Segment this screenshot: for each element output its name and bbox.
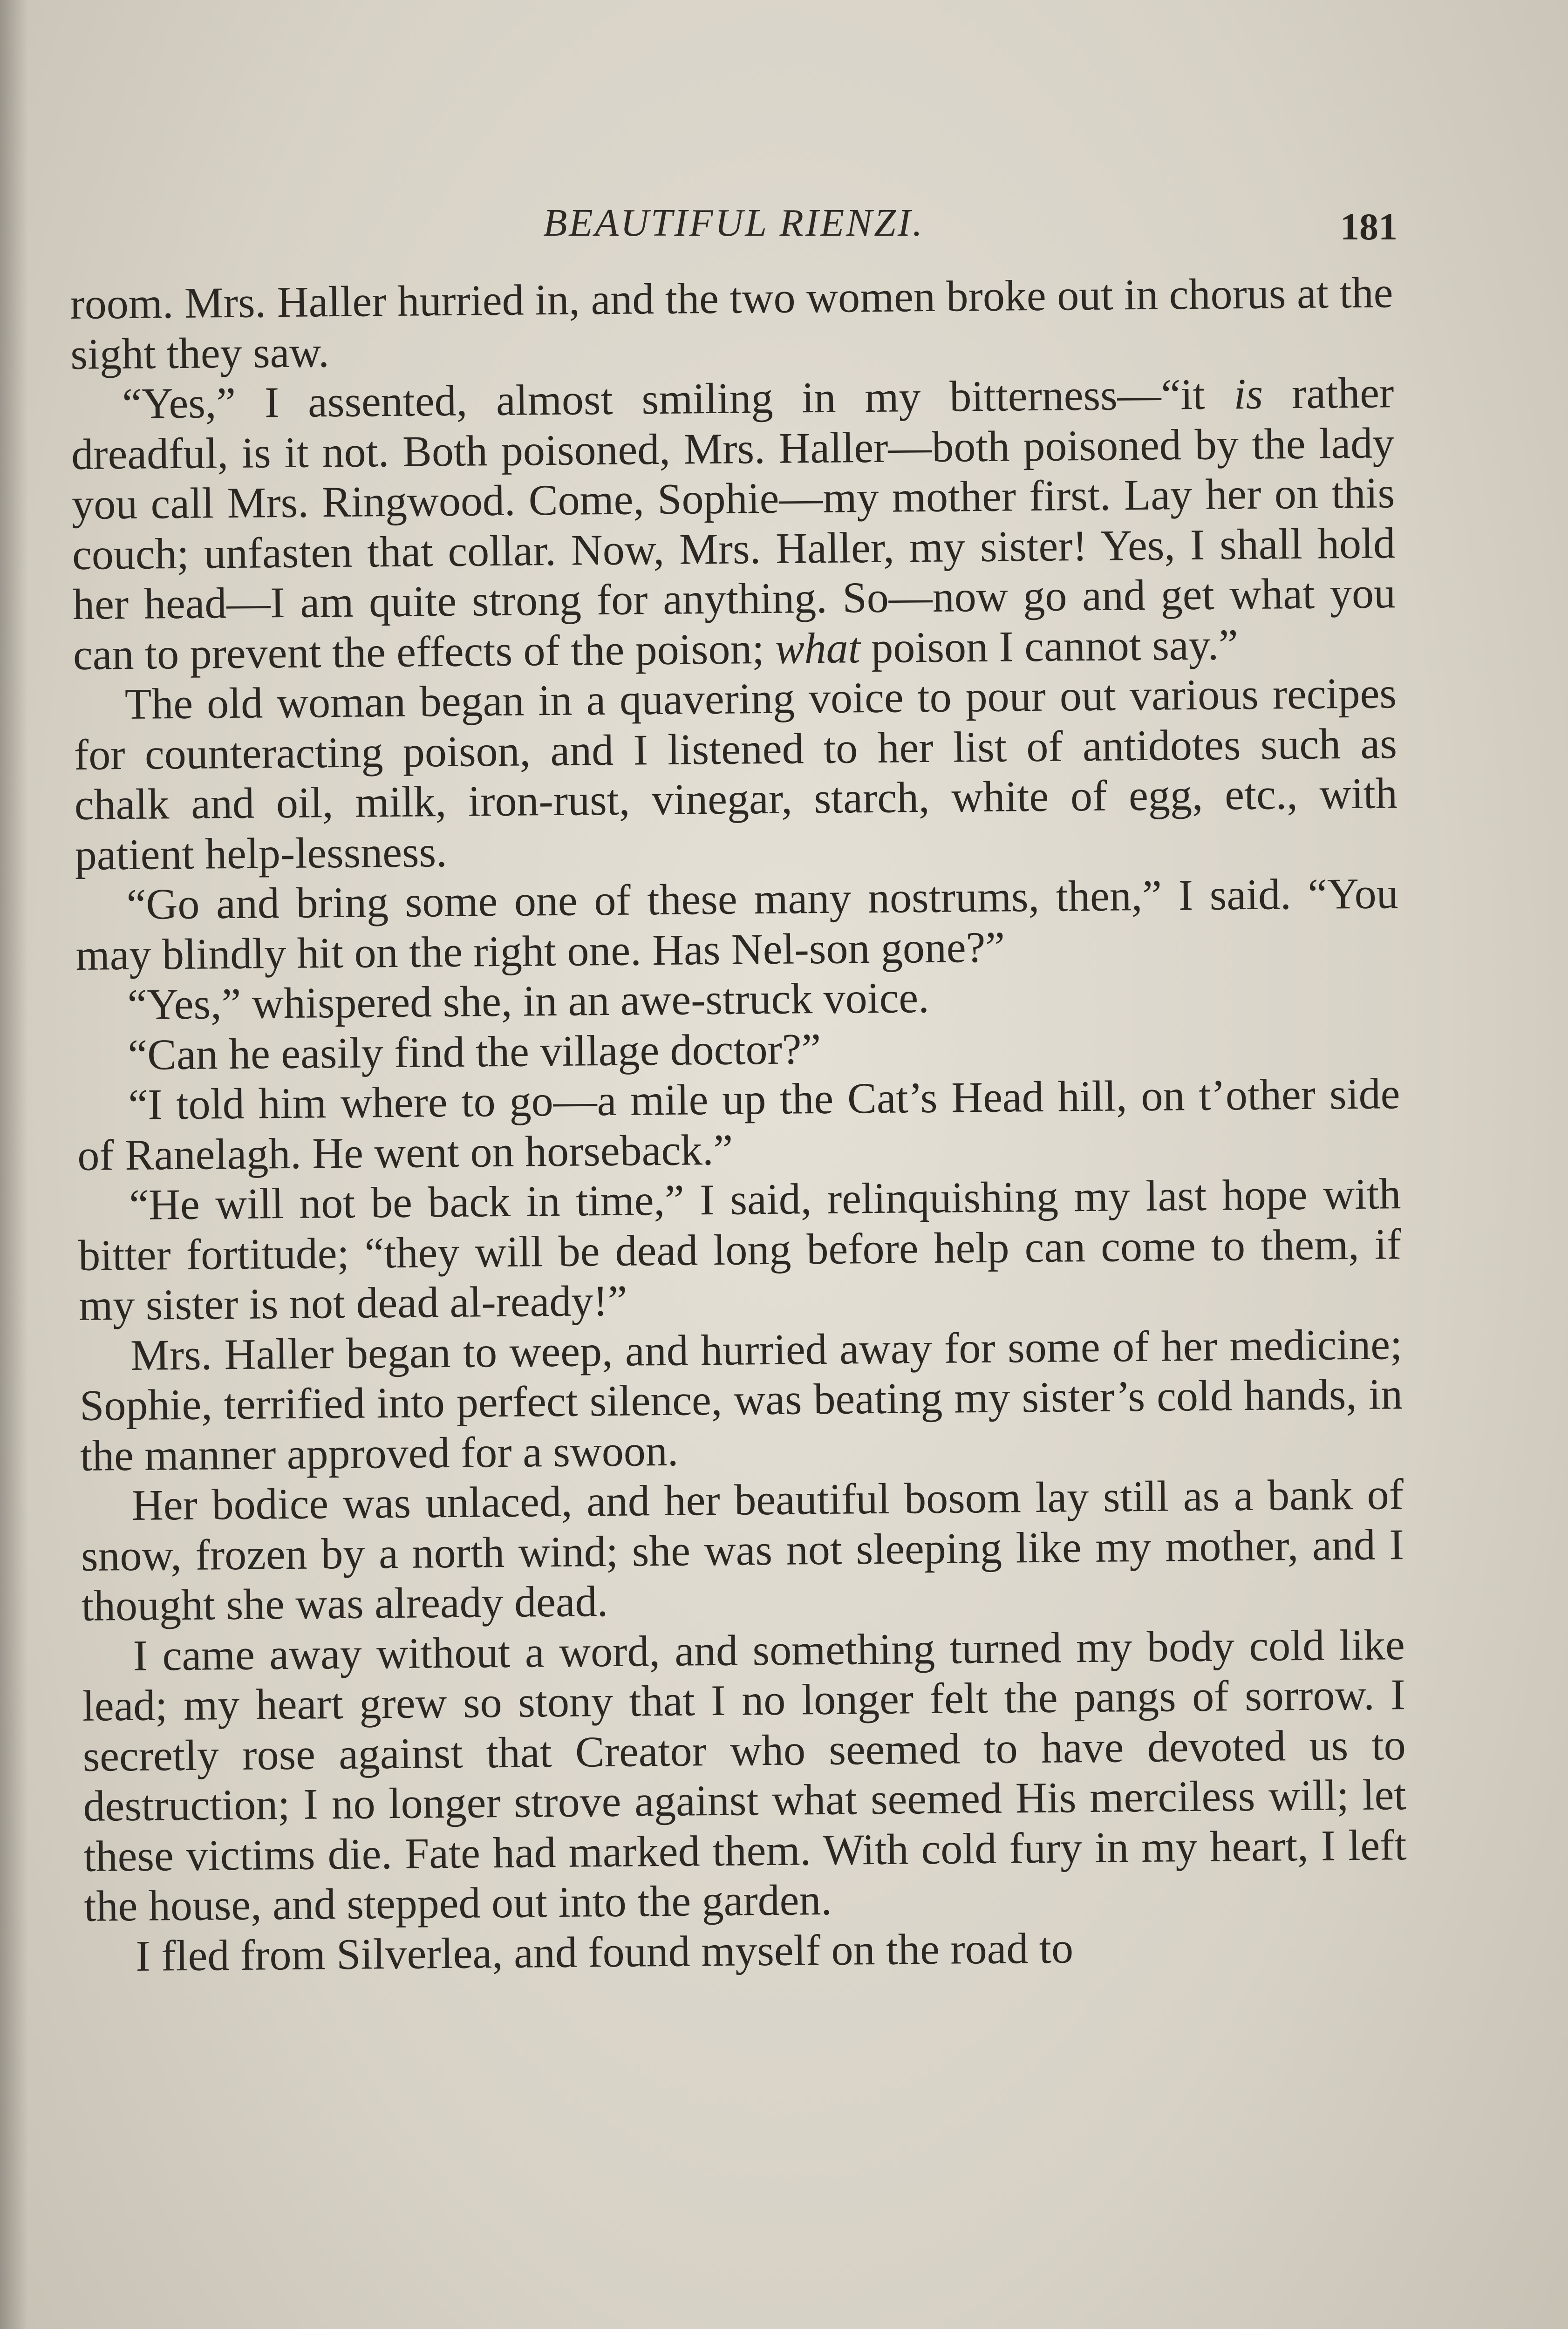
paragraph bbox=[77, 1069, 1401, 1181]
text-segment: “Go and bring some one of these many nostrums, then,” I said. “You may blindly hit on the right one. Has Nel-son gone?” bbox=[75, 869, 1399, 980]
paragraph bbox=[79, 1320, 1404, 1481]
body-text bbox=[70, 268, 1408, 1982]
text-segment: Her bodice was unlaced, and her beautiful bosom lay still as a bank of snow, frozen by a north wind; she was not sleeping like my mother, and I thought she was already dead. bbox=[81, 1470, 1404, 1630]
text-segment: room. Mrs. Haller hurried in, and the two women broke out in chorus at the sight they saw. bbox=[70, 268, 1393, 379]
emphasis-text: what bbox=[775, 623, 861, 673]
page-number: 181 bbox=[1340, 205, 1398, 248]
text-segment: Mrs. Haller began to weep, and hurried away for some of her medicine; Sophie, terrified into perfect silence, was beating my sister’s cold hands, in the manner approved for a swoon. bbox=[79, 1320, 1403, 1480]
text-segment: I came away without a word, and something turned my body cold like lead; my heart grew so stony that I no longer felt the pangs of sorrow. I secretly rose against that Creator who seemed to have devoted us to destruction; I no longer strove against what seemed His merciless will; let these victims die. Fate had marked them. With cold fury in my heart, I left the house, and stepped out into the garden. bbox=[82, 1620, 1407, 1931]
paragraph bbox=[71, 368, 1397, 680]
paragraph bbox=[78, 1169, 1402, 1331]
emphasis-text: is bbox=[1234, 369, 1263, 419]
running-title: BEAUTIFUL RIENZI. bbox=[543, 201, 924, 245]
text-segment: “I told him where to go—a mile up the Cat’s Head hill, on t’other side of Ranelagh. He went on horseback.” bbox=[77, 1069, 1400, 1180]
text-segment: “Can he easily find the village doctor?” bbox=[128, 1024, 821, 1079]
paragraph bbox=[82, 1620, 1407, 1932]
text-segment: poison I cannot say.” bbox=[860, 620, 1239, 672]
page-edge-shadow bbox=[0, 0, 28, 2329]
text-segment: I fled from Silverlea, and found myself on the road to bbox=[135, 1923, 1074, 1981]
text-segment: The old woman began in a quavering voice to pour out various recipes for counteracting poison, and I listened to her list of antidotes such as chalk and oil, milk, iron-rust, vinegar, starch, white of egg, etc., with patient help-lessness. bbox=[74, 669, 1398, 879]
paragraph bbox=[70, 268, 1394, 380]
running-head bbox=[70, 196, 1398, 256]
text-segment: rather dreadful, is it not. Both poisoned, Mrs. Haller—both poisoned by the lady you call Mrs. Ringwood. Come, Sophie—my mother first. Lay her on this couch; unfasten that collar. Now, Mrs. Haller, my sister! Yes, I shall hold her head—I am quite strong for anything. So—now go and get what you can to prevent the effects of the poison; bbox=[71, 368, 1396, 679]
text-segment: “Yes,” I assented, almost smiling in my bitterness—“it bbox=[122, 370, 1234, 429]
text-segment: “He will not be back in time,” I said, relinquishing my last hope with bitter fortitude; “they will be dead long before help can come to them, if my sister is not dead al-ready!” bbox=[78, 1170, 1402, 1330]
paragraph bbox=[81, 1470, 1405, 1631]
paragraph bbox=[74, 668, 1398, 880]
text-segment: “Yes,” whispered she, in an awe-struck voice. bbox=[127, 973, 930, 1029]
paragraph bbox=[75, 869, 1399, 981]
